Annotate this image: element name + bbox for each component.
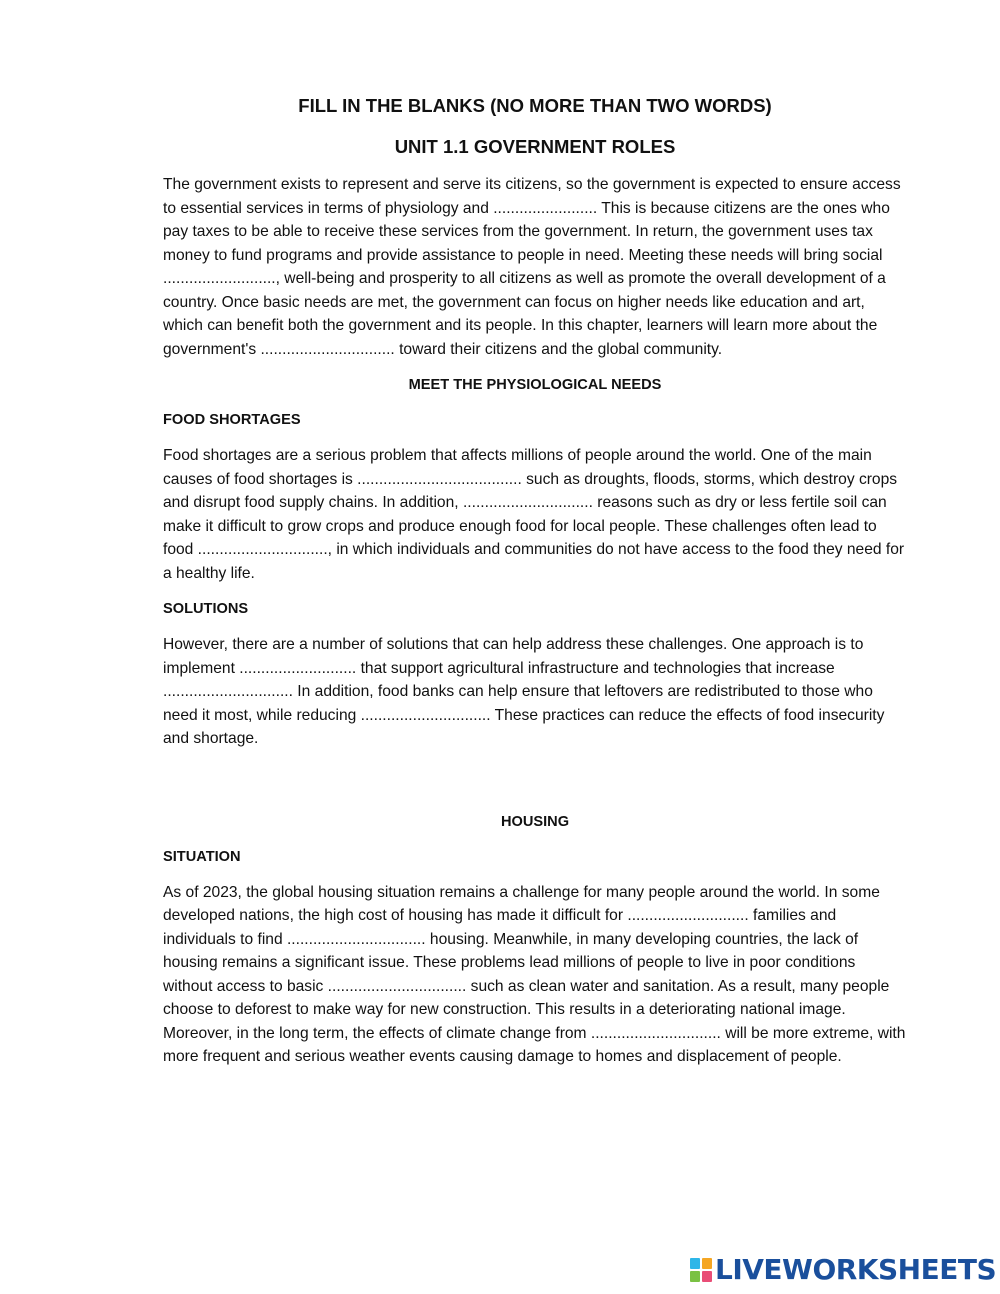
logo-square-4 xyxy=(702,1271,712,1282)
logo-square-2 xyxy=(702,1258,712,1269)
unit-title: UNIT 1.1 GOVERNMENT ROLES xyxy=(394,136,676,157)
worksheet-title: FILL IN THE BLANKS (NO MORE THAN TWO WORDS) xyxy=(298,95,772,116)
liveworksheets-logo-icon xyxy=(690,1258,712,1282)
solutions-paragraph: However, there are a number of solutions that can help address these challenges. One approach is to implement ........................... that support agricultural infrastructure and technologies that increase .............................. In addition, food banks can help ensure that leftovers are redistributed to those who need it most, while reducing .............................. These practices can reduce the effects of food insecurity and shortage. xyxy=(163,636,885,747)
food-shortages-heading: FOOD SHORTAGES xyxy=(163,412,301,428)
solutions-heading: SOLUTIONS xyxy=(163,601,249,617)
logo-square-3 xyxy=(690,1271,700,1282)
situation-paragraph: As of 2023, the global housing situation remains a challenge for many people around the world. In some developed nations, the high cost of housing has made it difficult for ............................ families and individuals to find ................................ housing. Meanwhile, in many developing countries, the lack of housing remains a significant issue. These problems lead millions of people to live in poor conditions without access to basic ................................ such as clean water and sanitation. As a result, many people choose to deforest to make way for new construction. This results in a deteriorating national image. Moreover, in the long term, the effects of climate change from .............................. will be more extreme, with more frequent and serious weather events causing damage to homes and displacement of people. xyxy=(163,883,906,1065)
physiological-needs-heading: MEET THE PHYSIOLOGICAL NEEDS xyxy=(408,377,662,393)
intro-paragraph: The government exists to represent and serve its citizens, so the government is expected to ensure access to essential services in terms of physiology and ........................ This is because citizens are the ones who pay taxes to be able to receive these services from the government. In return, the government uses tax money to fund programs and provide assistance to people in need. Meeting these needs will bring social .........................., well-being and prosperity to all citizens as well as promote the overall development of a country. Once basic needs are met, the government can focus on higher needs like education and art, which can benefit both the government and its people. In this chapter, learners will learn more about the government's ............................... toward their citizens and the global community. xyxy=(163,176,901,358)
worksheet-page xyxy=(163,92,907,1082)
liveworksheets-logo-text: LIVEWORKSHEETS xyxy=(715,1253,997,1286)
food-shortages-paragraph: Food shortages are a serious problem that affects millions of people around the world. One of the main causes of food shortages is ...................................... such as droughts, floods, storms, which destroy crops and disrupt food supply chains. In addition, .............................. reasons such as dry or less fertile soil can make it difficult to grow crops and produce enough food for local people. These challenges often lead to food .............................., in which individuals and communities do not have access to the food they need for a healthy life. xyxy=(163,447,905,582)
housing-heading: HOUSING xyxy=(500,813,570,830)
logo-square-1 xyxy=(690,1258,700,1269)
liveworksheets-logo xyxy=(690,1255,996,1285)
situation-heading: SITUATION xyxy=(163,848,241,865)
section-spacer xyxy=(163,764,907,811)
